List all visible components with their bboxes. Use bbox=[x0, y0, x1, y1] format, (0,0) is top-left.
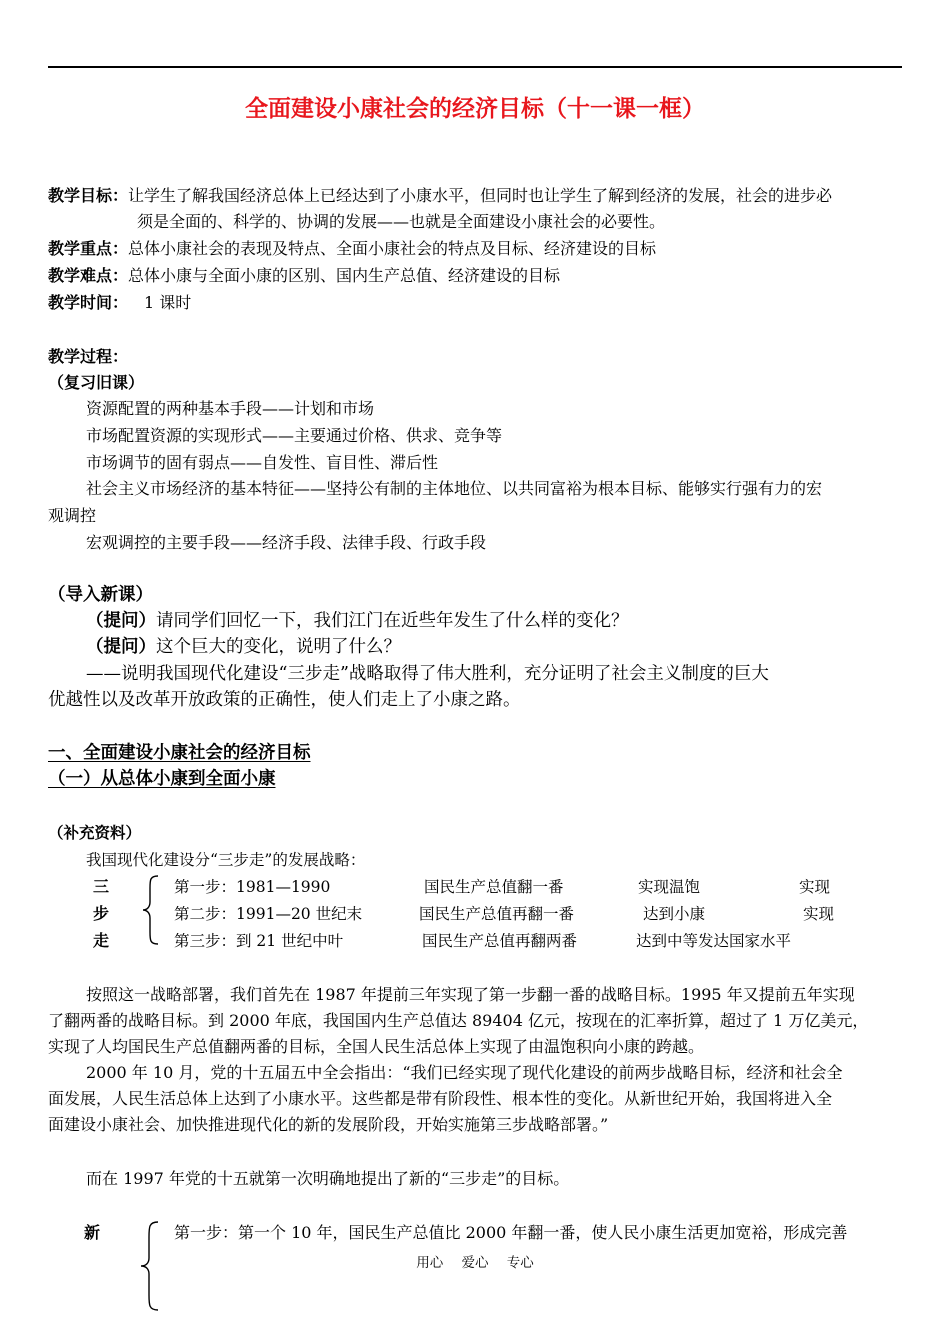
section-heading-2: （一）从总体小康到全面小康 bbox=[48, 769, 276, 789]
review-line: 市场配置资源的实现形式——主要通过价格、供求、竞争等 bbox=[86, 426, 503, 445]
para1-line: 了翻两番的战略目标。到 2000 年底，我国国内生产总值达 89404 亿元，按现在的汇率折算，超过了 1 万亿美元， bbox=[48, 1011, 869, 1030]
step-row-3-step: 第三步：到 21 世纪中叶 bbox=[174, 932, 344, 950]
three-steps-char: 步 bbox=[93, 904, 110, 923]
step-row-1-gdp: 国民生产总值翻一番 bbox=[424, 878, 564, 896]
answer-line-2: 优越性以及改革开放政策的正确性，使人们走上了小康之路。 bbox=[48, 690, 521, 710]
review-line: 宏观调控的主要手段——经济手段、法律手段、行政手段 bbox=[86, 533, 487, 552]
question-2: （提问）这个巨大的变化，说明了什么？ bbox=[86, 637, 401, 657]
goal-text-2: 须是全面的、科学的、协调的发展——也就是全面建设小康社会的必要性。 bbox=[137, 212, 666, 231]
step-row-3-gdp: 国民生产总值再翻两番 bbox=[422, 932, 578, 950]
question-1: （提问）请同学们回忆一下，我们江门在近些年发生了什么样的变化？ bbox=[86, 611, 629, 631]
step-row-3-goal: 达到中等发达国家水平 bbox=[636, 932, 792, 950]
step-row-1-extra: 实现 bbox=[799, 878, 831, 896]
step-row-1-step: 第一步：1981—1990 bbox=[174, 878, 331, 896]
review-line: 社会主义市场经济的基本特征——坚持公有制的主体地位、以共同富裕为根本目标、能够实行强有力的宏 bbox=[86, 479, 823, 498]
new-step-1: 第一步：第一个 10 年，国民生产总值比 2000 年翻一番，使人民小康生活更加宽裕，形成完善 bbox=[174, 1223, 848, 1242]
review-line: 资源配置的两种基本手段——计划和市场 bbox=[86, 399, 375, 418]
three-steps-char: 三 bbox=[93, 877, 110, 896]
question-label: （提问） bbox=[86, 637, 156, 657]
step-row-1-goal: 实现温饱 bbox=[638, 878, 701, 896]
goal-line bbox=[48, 185, 832, 207]
para1-line: 按照这一战略部署，我们首先在 1987 年提前三年实现了第一步翻一番的战略目标。1995 年又提前五年实现 bbox=[86, 985, 855, 1004]
para2-line: 面建设小康社会、加快推进现代化的新的发展阶段，开始实施第三步战略部署。” bbox=[48, 1115, 609, 1134]
focus-text: 总体小康社会的表现及特点、全面小康社会的特点及目标、经济建设的目标 bbox=[128, 239, 657, 258]
goal-label: 教学目标： bbox=[48, 186, 129, 205]
step-row-2-goal: 达到小康 bbox=[643, 905, 706, 923]
time-line bbox=[48, 292, 191, 314]
difficulty-label: 教学难点： bbox=[48, 266, 129, 285]
para1-line: 实现了人均国民生产总值翻两番的目标，全国人民生活总体上实现了由温饱积向小康的跨越。 bbox=[48, 1037, 705, 1056]
left-brace-icon bbox=[140, 874, 162, 946]
difficulty-text: 总体小康与全面小康的区别、国内生产总值、经济建设的目标 bbox=[128, 266, 561, 285]
focus-line bbox=[48, 238, 656, 260]
section-heading-1: 一、全面建设小康社会的经济目标 bbox=[48, 743, 311, 763]
step-row-2-step: 第二步：1991—20 世纪末 bbox=[174, 905, 363, 923]
new-char: 新 bbox=[84, 1223, 101, 1242]
time-text: 1 课时 bbox=[144, 293, 192, 312]
difficulty-line bbox=[48, 265, 560, 287]
strategy-intro: 我国现代化建设分“三步走”的发展战略： bbox=[86, 851, 366, 869]
header-rule bbox=[48, 66, 902, 68]
review-heading: （复习旧课） bbox=[48, 373, 145, 392]
para2-line: 面发展，人民生活总体上达到了小康水平。这些都是带有阶段性、根本性的变化。从新世纪开始，我国将进入全 bbox=[48, 1089, 833, 1108]
step-row-2-extra: 实现 bbox=[803, 905, 835, 923]
intro-heading: （导入新课） bbox=[48, 585, 153, 605]
review-line: 市场调节的固有弱点——自发性、盲目性、滞后性 bbox=[86, 453, 439, 472]
supplement-heading: （补充资料） bbox=[48, 824, 142, 842]
focus-label: 教学重点： bbox=[48, 239, 129, 258]
answer-line-1: ——说明我国现代化建设“三步走”战略取得了伟大胜利，充分证明了社会主义制度的巨大 bbox=[86, 664, 769, 684]
question-label: （提问） bbox=[86, 611, 156, 631]
document-title: 全面建设小康社会的经济目标（十一课一框） bbox=[245, 96, 705, 122]
page-footer: 用心 爱心 专心 bbox=[416, 1255, 534, 1271]
process-label: 教学过程： bbox=[48, 347, 129, 366]
review-line: 观调控 bbox=[48, 506, 97, 525]
step-row-2-gdp: 国民生产总值再翻一番 bbox=[419, 905, 575, 923]
para2-line: 2000 年 10 月，党的十五届五中全会指出：“我们已经实现了现代化建设的前两步战略目标，经济和社会全 bbox=[86, 1063, 843, 1082]
para3: 而在 1997 年党的十五就第一次明确地提出了新的“三步走”的目标。 bbox=[86, 1169, 570, 1188]
time-label: 教学时间： bbox=[48, 293, 129, 312]
goal-text-1: 让学生了解我国经济总体上已经达到了小康水平，但同时也让学生了解到经济的发展，社会的进步必 bbox=[128, 186, 833, 205]
three-steps-char: 走 bbox=[93, 931, 110, 950]
